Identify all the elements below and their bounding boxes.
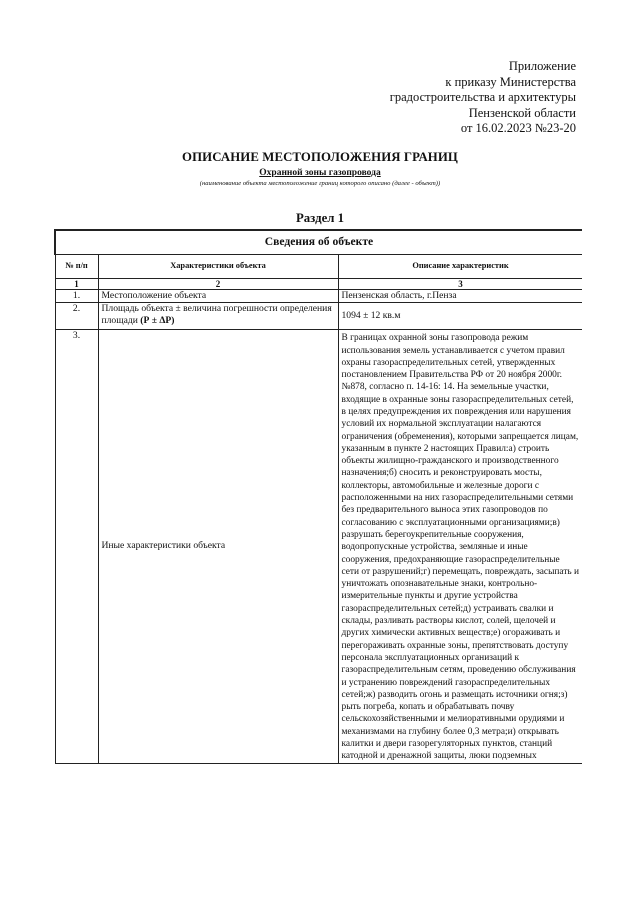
appendix-line-2: к приказу Министерства — [445, 74, 576, 89]
column-number-3: 3 — [338, 279, 582, 290]
appendix-line-5: от 16.02.2023 №23-20 — [460, 121, 576, 136]
row-description: Пензенская область, г.Пенза — [338, 290, 582, 303]
column-number-2: 2 — [98, 279, 338, 290]
area-formula: (Р ± ΔР) — [140, 315, 175, 327]
restrictions-text: В границах охранной зоны газопровода режим использования земель устанавливается с учетом правил охраны газораспределительных сетей, утвержденных постановлением Правительства РФ от 20 ноября 2000г. №878, согласно п. 14-16: 14. На земельные участки, входящие в охранные зоны газораспределительных сетей, в целях предупреждения их повреждения или нарушения условий их нормальной эксплуатации налагаются ограничения (обременения), которыми запрещается лицам, указанным в пункте 2 настоящих Правил:а) строить объекты жилищно-гражданского и производственного назначения;б) сносить и реконструировать мосты, коллекторы, автомобильные и железные дороги с расположенными на них газораспределительными сетями без предварительного выноса этих газопроводов по согласованию с эксплуатационными организациями;в) разрушать берегоукрепительные сооружения, водопропускные устройства, земляные и иные сооружения, предохраняющие газораспределительные сети от разрушений;г) перемещать, повреждать, засыпать и уничтожать опознавательные знаки, контрольно-измерительные пункты и другие устройства газораспределительных сетей;д) устраивать свалки и склады, разливать растворы кислот, солей, щелочей и других химически активных веществ;е) огораживать и перегораживать охранные зоны, препятствовать доступу персонала эксплуатационных организаций к газораспределительным сетям, проведению обслуживания и устранению повреждений газораспределительных сетей;ж) разводить огонь и размещать источники огня;з) рыть погреба, копать и обрабатывать почву сельскохозяйственными и мелиоративными орудиями и механизмами на глубину более 0,3 метра;и) открывать калитки и двери газорегуляторных пунктов, станций катодной и дренажной защиты, люки подземных — [341, 333, 580, 762]
table-title: Сведения об объекте — [55, 230, 582, 255]
appendix-line-3: градостроительства и архитектуры — [389, 90, 576, 105]
appendix-block — [346, 59, 576, 137]
row-characteristic: Местоположение объекта — [98, 290, 338, 303]
object-name-note: (наименование объекта местоположение границ которого описано (далее - объект)) — [199, 180, 441, 187]
section-title: Раздел 1 — [295, 211, 345, 225]
table-row — [55, 330, 582, 763]
row-characteristic — [98, 303, 338, 330]
area-label: Площадь объекта ± величина погрешности определения площади — [101, 303, 332, 327]
object-info-table — [54, 229, 582, 764]
column-header-number: № п/п — [55, 255, 98, 279]
column-header-characteristic: Характеристики объекта — [98, 255, 338, 279]
table-row — [55, 303, 582, 330]
row-characteristic: Иные характеристики объекта — [98, 330, 338, 763]
row-number: 3. — [55, 330, 98, 763]
document-title: ОПИСАНИЕ МЕСТОПОЛОЖЕНИЯ ГРАНИЦ — [182, 150, 458, 164]
table-row — [55, 290, 582, 303]
row-number: 2. — [55, 303, 98, 330]
row-number: 1. — [55, 290, 98, 303]
object-info-table-wrapper — [54, 229, 582, 905]
object-name: Охранной зоны газопровода — [259, 168, 381, 178]
column-number-1: 1 — [55, 279, 98, 290]
row-description: 1094 ± 12 кв.м — [338, 303, 582, 330]
appendix-line-1: Приложение — [508, 59, 576, 73]
appendix-line-4: Пензенской области — [468, 105, 576, 120]
column-header-description: Описание характеристик — [338, 255, 582, 279]
row-description — [338, 330, 582, 763]
